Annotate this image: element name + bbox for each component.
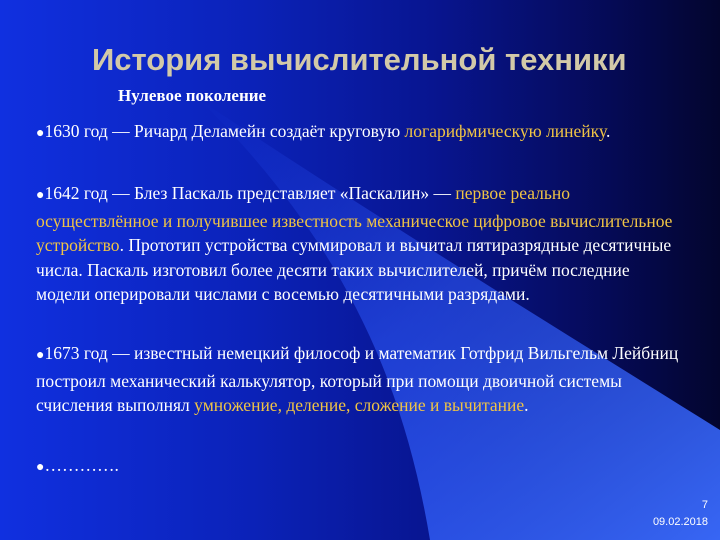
paragraph-text: 1673 год — известный немецкий философ и математик Готфрид Вильгельм Лейбниц построил механический калькулятор, который при помощи двоичной системы счисления выполнял [36,343,679,415]
bullet-icon: ● [36,460,45,475]
paragraph-text: …………. [44,455,119,475]
bullet-icon: ● [36,348,45,363]
slide-date: 09.02.2018 [652,516,708,528]
page-number: 7 [701,499,708,511]
slide-subtitle: Нулевое поколение [118,86,267,105]
highlighted-text: первое реально осуществлённое и получившее известность механическое цифровое вычислительное устройство [36,183,673,255]
slide-title: История вычислительной техники [92,42,627,77]
paragraph-text: 1630 год — Ричард Деламейн создаёт круговую [44,121,405,141]
highlighted-text: логарифмическую линейку [404,121,606,141]
paragraph-text-tail: . Прототип устройства суммировал и вычитал пятиразрядные десятичные числа. Паскаль изготовил более десяти таких вычислителей, причём последние модели оперировали числами с восемью десятичными разрядами. [36,235,672,304]
bullet-icon: ● [36,188,45,203]
paragraph-1673 [36,341,686,418]
paragraph-1630 [36,119,686,147]
paragraph-text: 1642 год — Блез Паскаль представляет «Паскалин» — [44,183,456,203]
paragraph-1642 [36,181,686,307]
paragraph-text-tail: . [524,395,529,415]
paragraph-text-tail: . [605,121,611,141]
paragraph-ellipsis [36,453,686,481]
highlighted-text: умножение, деление, сложение и вычитание [194,395,525,415]
bullet-icon: ● [36,126,45,141]
